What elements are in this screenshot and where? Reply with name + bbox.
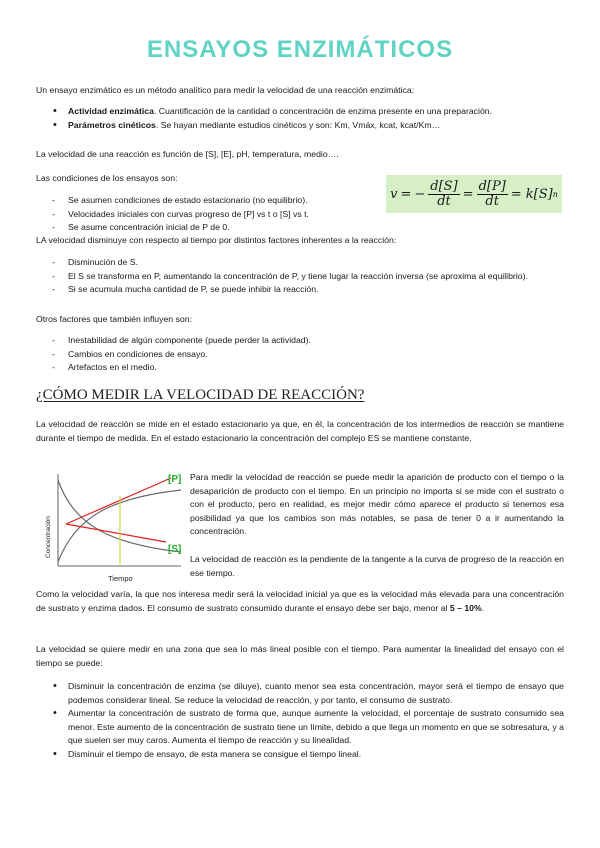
decrease-title: LA velocidad disminuye con respecto al tiempo por distintos factores inherentes a la reacción: [36, 235, 397, 245]
list-item: - Inestabilidad de algún componente (puede perder la actividad). [52, 334, 564, 348]
list-item: - Artefactos en el medio. [52, 361, 564, 375]
formula-equals: = [400, 186, 412, 202]
rate-equation-formula [386, 175, 562, 213]
formula-ds: d[S] [430, 178, 458, 194]
initial-velocity-end: . [481, 602, 485, 613]
other-factors-title: Otros factores que también influyen son: [36, 314, 192, 324]
list-item: - Se asume concentración inicial de P de 0. [52, 221, 372, 235]
bullet-term: Actividad enzimática [68, 106, 154, 116]
list-item: • Disminuir la concentración de enzima (se diluye), cuanto menor sea esta concentración, mayor será el tiempo de ensayo que podemos considerar lineal. Se reduce la velocidad de reacción, y por tanto, el consumo de sustrato. [52, 680, 564, 707]
intro-text: Un ensayo enzimático es un método analítico para medir la velocidad de una reacción enzimática: [36, 85, 415, 95]
initial-velocity-main: Como la velocidad varía, la que nos interesa medir será la velocidad inicial ya que es la velocidad más elevada para una concentración de sustrato y enzima dados. El consumo de sustrato consumido durante el ensayo debe ser bajo, menor al [36, 589, 564, 613]
intro-bullet-list [52, 105, 564, 132]
fraction-ds-dt [428, 180, 459, 209]
list-item: - Cambios en condiciones de ensayo. [52, 348, 564, 362]
formula-rhs: = k[S] [510, 186, 553, 202]
series-label-p: [P] [168, 474, 182, 485]
formula-exponent: n [552, 189, 558, 199]
tangent-line-s [66, 524, 166, 542]
formula-dt: dt [437, 193, 451, 209]
section-heading: ¿CÓMO MEDIR LA VELOCIDAD DE REACCIÓN? [36, 387, 365, 403]
series-label-s: [S] [168, 544, 182, 555]
list-item [52, 105, 564, 119]
bullet-term: Parámetros cinéticos [68, 119, 156, 130]
steady-state-text: La velocidad de reacción se mide en el estado estacionario ya que, en él, la concentración de los intermedios de reacción se mantiene durante el tiempo de medida. En el estado estacionario la concentración del complejo ES se mantiene constante. [36, 419, 564, 443]
x-axis-label: Tiempo [108, 574, 133, 583]
formula-equals: = [462, 186, 474, 202]
other-factors-list [52, 334, 564, 375]
list-item: - El S se transforma en P, aumentando la concentración de P, y tiene lugar la reacción inversa (se aproxima al equilibrio). [52, 270, 564, 284]
list-item: • Aumentar la concentración de sustrato de forma que, aunque aumente la velocidad, el porcentaje de sustrato consumido sea menor. Este aumento de la concentración de sustrato tiene un límite, debido a que llega un momento en que se sobresatura, y a que suelen ser muy caros. Aumenta el tiempo de reacción y su linealidad. [52, 707, 564, 748]
fraction-dp-dt [477, 180, 508, 209]
linearity-text: La velocidad se quiere medir en una zona que sea lo más lineal posible con el tiempo. Para aumentar la linealidad del ensayo con el tiempo se puede: [36, 644, 564, 668]
formula-v: v [390, 186, 398, 202]
list-item: • Disminuir el tiempo de ensayo, de esta manera se consigue el tiempo lineal. [52, 748, 564, 762]
initial-velocity-text [36, 588, 564, 615]
list-item: - Se asumen condiciones de estado estacionario (no equilibrio). [52, 194, 372, 208]
list-item: - Disminución de S. [52, 256, 564, 270]
formula-minus: − [414, 186, 426, 202]
list-item: - Si se acumula mucha cantidad de P, se puede inhibir la reacción. [52, 283, 564, 297]
bullet-text: . Se hayan mediante estudios cinéticos y son: Km, Vmáx, kcat, kcat/Km… [155, 119, 441, 130]
velocity-function-text: La velocidad de una reacción es función de [S], [E], pH, temperatura, medio…. [36, 149, 339, 159]
conditions-title: Las condiciones de los ensayos son: [36, 173, 178, 183]
initial-velocity-percent: 5 – 10% [449, 602, 482, 613]
list-item [52, 119, 564, 133]
page-title: ENSAYOS ENZIMÁTICOS [146, 36, 454, 63]
y-axis-label: Concentración [45, 516, 52, 558]
decrease-list [52, 256, 564, 297]
conditions-list [52, 194, 372, 235]
linearity-list [52, 680, 564, 761]
bullet-text: . Cuantificación de la cantidad o concentración de enzima presente en una preparación. [153, 106, 493, 116]
formula-dt: dt [485, 193, 499, 209]
formula-dp: d[P] [478, 178, 506, 194]
tangent-line-p [66, 478, 171, 524]
progress-curve-chart [36, 466, 186, 586]
list-item: - Velocidades iniciales con curvas progreso de [P] vs t o [S] vs t. [52, 208, 372, 222]
slope-text: La velocidad de reacción es la pendiente de la tangente a la curva de progreso de la reacción en ese tiempo. [190, 554, 564, 578]
measure-text: Para medir la velocidad de reacción se puede medir la aparición de producto con el tiempo o la desaparición de producto con el tiempo. En un principio no importa si se mide con el sustrato o con el producto, pero en realidad, es mejor medir cómo aparece el producto si tenemos esa posibilidad ya que los cambios son más notables, se pasa de tener 0 a ir aumentando la concentración. [190, 472, 564, 536]
